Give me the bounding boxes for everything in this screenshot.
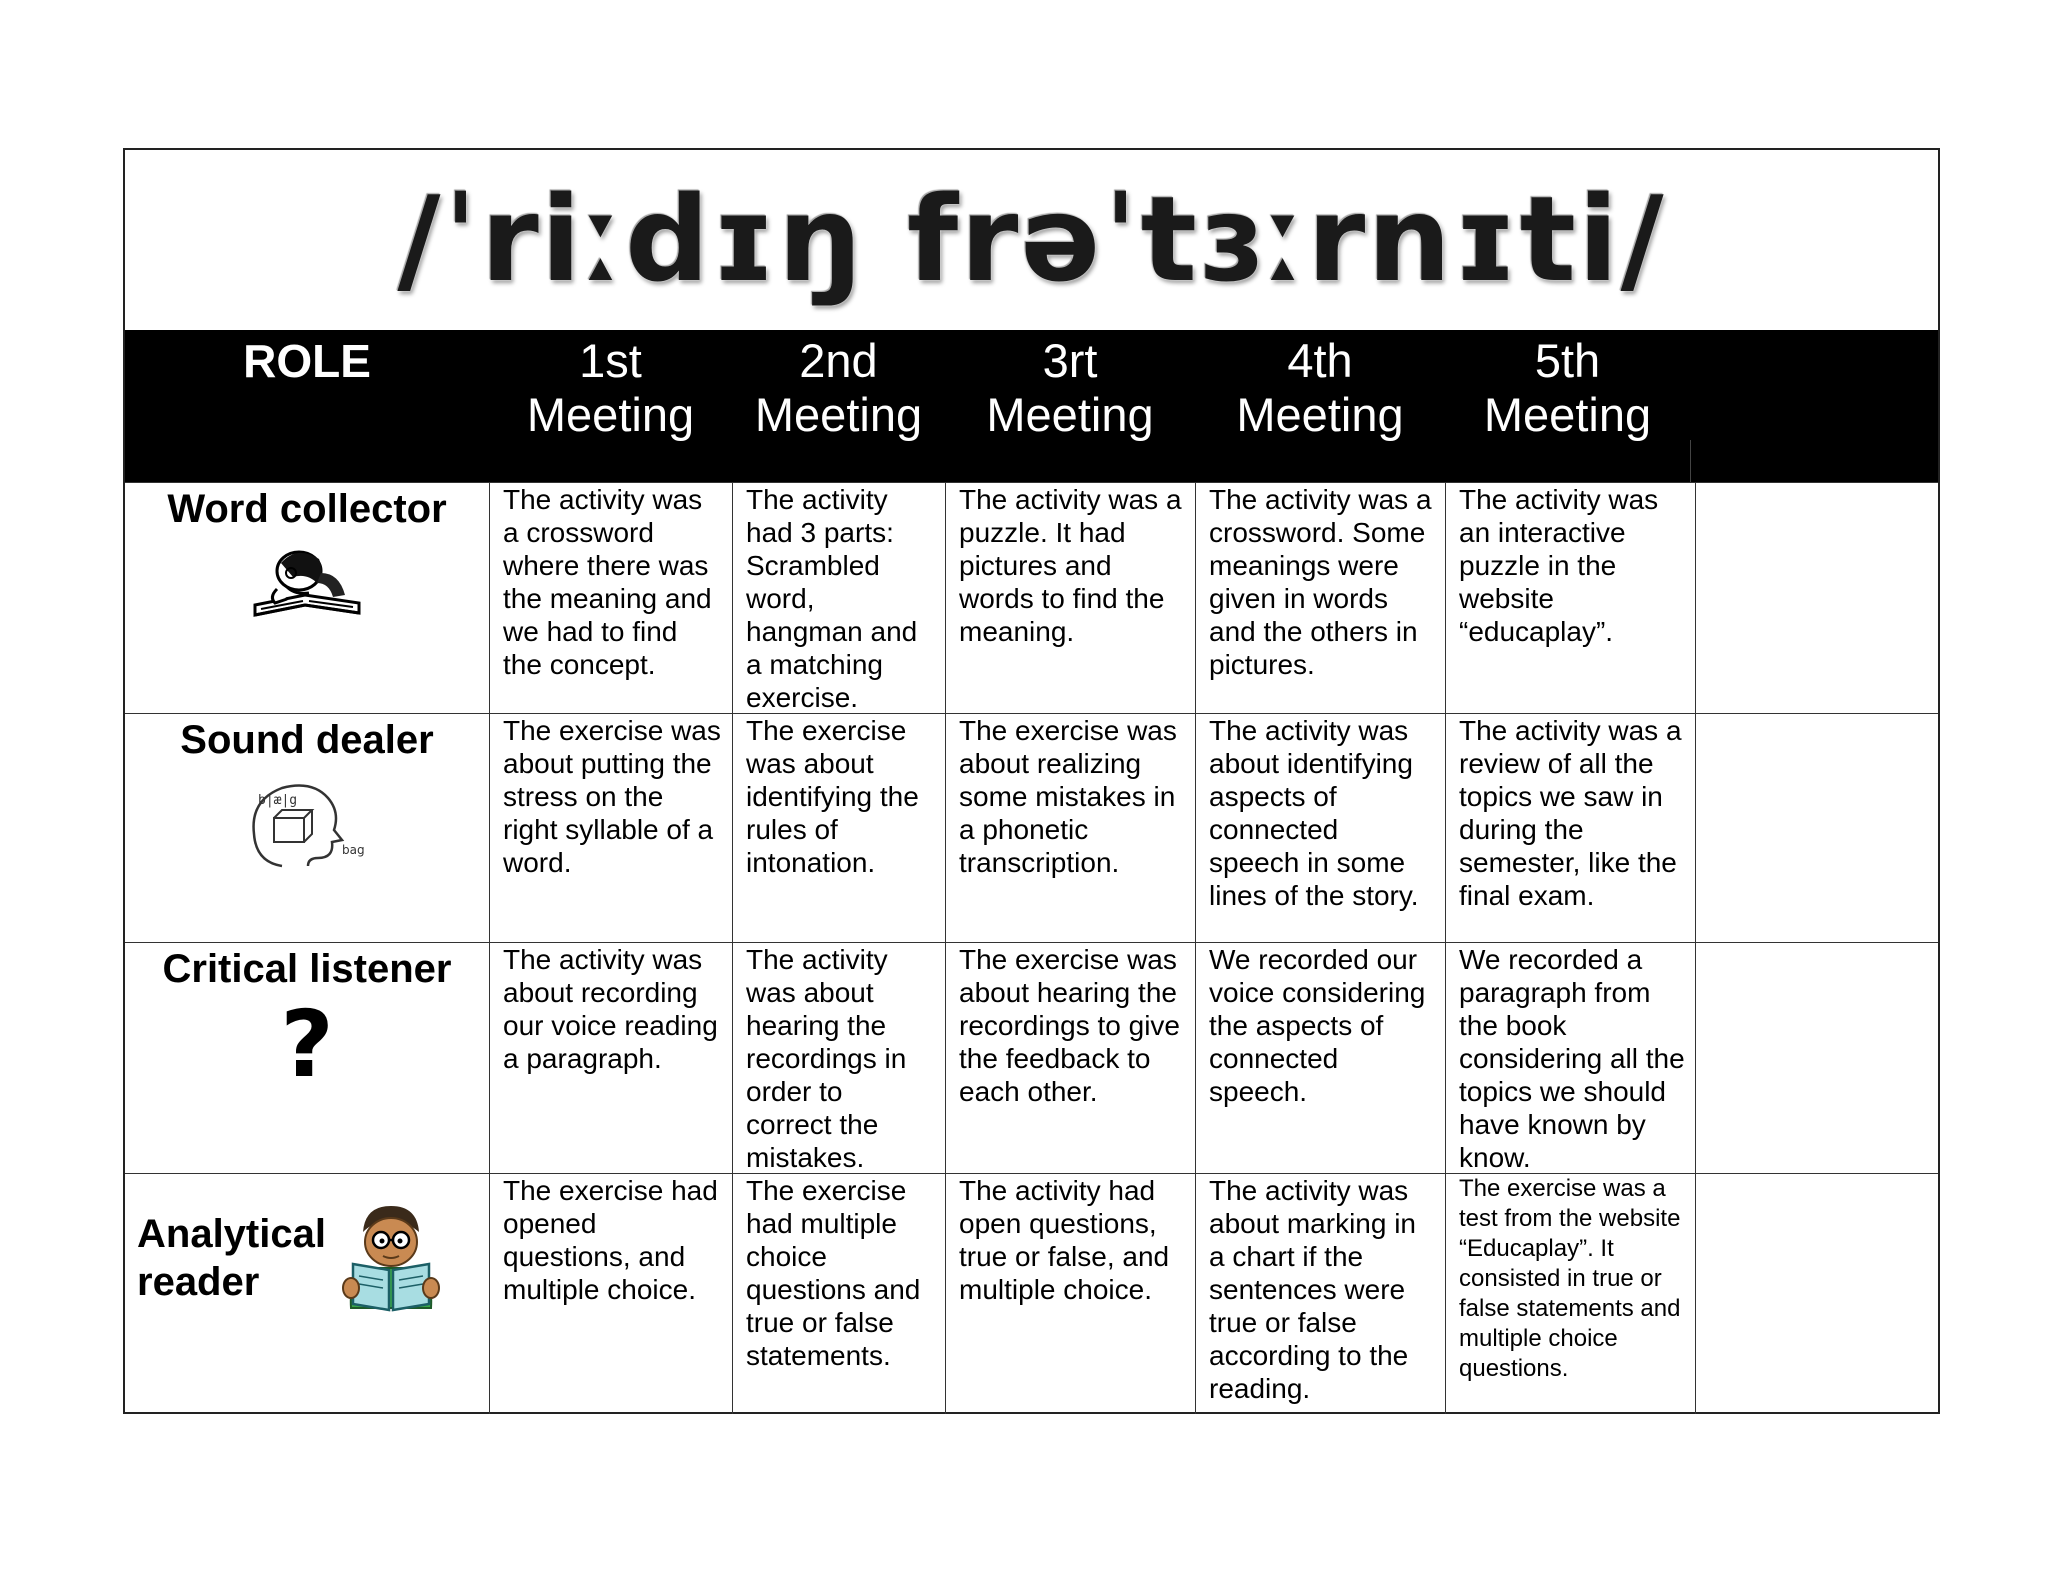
table-body [125,482,1938,1414]
header-meeting-2-label: Meeting [754,388,923,441]
role-name: Sound dealer [180,718,434,762]
cell-meeting-1: The exercise had opened questions, and multiple choice. [489,1174,732,1414]
table-row-critical-listener [125,942,1938,1173]
role-name: Word collector [167,487,447,531]
cell-meeting-5: The activity was an interactive puzzle in the website “educaplay”. [1445,483,1695,713]
cell-meeting-2: The activity was about hearing the recordings in order to correct the mistakes. [732,943,945,1173]
table-header [125,330,1938,482]
header-meeting-1-ordinal: 1st [579,334,642,387]
cell-meeting-1: The activity was a crossword where there was the meaning and we had to find the concept. [489,483,732,713]
header-meeting-4-ordinal: 4th [1287,334,1353,387]
header-meeting-2 [732,330,945,482]
table-row-word-collector [125,482,1938,713]
header-meeting-1 [489,330,732,482]
cell-meeting-1: The exercise was about putting the stress on the right syllable of a word. [489,714,732,942]
header-role-label: ROLE [243,335,371,387]
word-label: bag [342,843,365,857]
role-name-line-2: reader [137,1260,260,1304]
cell-meeting-3: The exercise was about hearing the recordings to give the feedback to each other. [945,943,1195,1173]
header-meeting-4 [1195,330,1445,482]
header-meeting-5 [1445,330,1690,482]
reading-person-icon [247,543,367,629]
cell-meeting-3: The activity was a puzzle. It had pictures and words to find the meaning. [945,483,1195,713]
page-title: /ˈriːdɪŋ frəˈtɜːrnɪti/ [397,170,1666,308]
cell-empty [1695,943,1940,1173]
boy-reading-book-icon [335,1202,445,1314]
header-meeting-1-label: Meeting [526,388,695,441]
role-cell-analytical-reader [125,1174,489,1414]
cell-empty [1695,483,1940,713]
header-meeting-2-ordinal: 2nd [799,334,878,387]
cell-meeting-4: The activity was a crossword. Some meanings were given in words and the others in pictures. [1195,483,1445,713]
meetings-table [123,148,1940,1414]
role-name [137,1210,326,1306]
header-divider [1690,440,1691,482]
cell-meeting-4: The activity was about identifying aspects of connected speech in some lines of the story. [1195,714,1445,942]
header-meeting-5-ordinal: 5th [1534,334,1601,387]
cell-meeting-4: The activity was about marking in a chart if the sentences were true or false according to the reading. [1195,1174,1445,1414]
cell-meeting-2: The exercise was about identifying the rules of intonation. [732,714,945,942]
cell-meeting-5: We recorded a paragraph from the book considering all the topics we should have known by know. [1445,943,1695,1173]
cell-empty [1695,714,1940,942]
cell-empty [1695,1174,1940,1414]
question-mark-icon: ? [280,991,334,1098]
cell-meeting-3: The activity had open questions, true or false, and multiple choice. [945,1174,1195,1414]
header-meeting-3-label: Meeting [986,388,1154,441]
sound-label: b|æ|g [258,793,298,808]
header-meeting-3 [945,330,1195,482]
cell-meeting-2: The exercise had multiple choice questions and true or false statements. [732,1174,945,1414]
cell-meeting-5: The exercise was a test from the website “Educaplay”. It consisted in true or false statements and multiple choice questions. [1445,1174,1695,1414]
header-role [125,330,489,482]
cell-meeting-1: The activity was about recording our voice reading a paragraph. [489,943,732,1173]
cell-meeting-2: The activity had 3 parts: Scrambled word, hangman and a matching exercise. [732,483,945,713]
table-row-sound-dealer [125,713,1938,942]
role-name: Critical listener [162,947,452,991]
role-name-line-1: Analytical [137,1212,326,1256]
header-meeting-4-label: Meeting [1236,388,1404,441]
table-row-analytical-reader [125,1173,1938,1414]
role-cell-critical-listener [125,943,489,1173]
cell-meeting-3: The exercise was about realizing some mistakes in a phonetic transcription. [945,714,1195,942]
head-speech-icon [242,774,372,874]
title-band [125,150,1938,330]
cell-meeting-5: The activity was a review of all the topics we saw in during the semester, like the final exam. [1445,714,1695,942]
role-cell-word-collector [125,483,489,713]
header-meeting-5-label: Meeting [1483,388,1652,441]
role-cell-sound-dealer [125,714,489,942]
cell-meeting-4: We recorded our voice considering the aspects of connected speech. [1195,943,1445,1173]
header-meeting-3-ordinal: 3rt [1042,334,1098,387]
